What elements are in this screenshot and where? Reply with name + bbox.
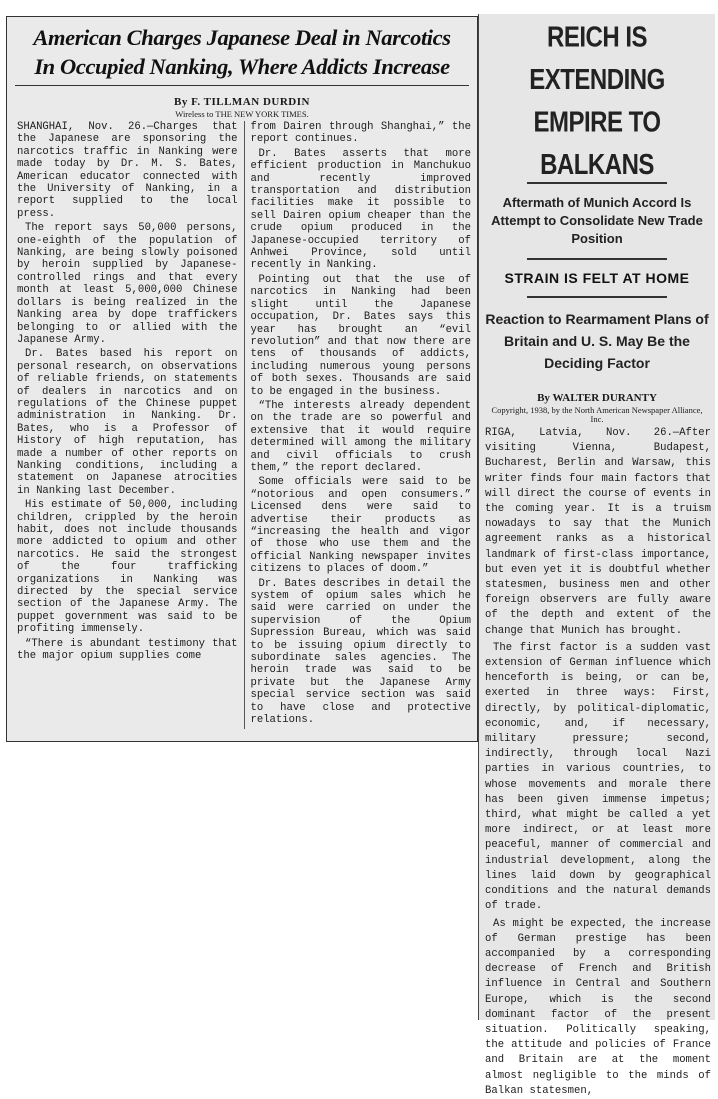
right-article-column — [479, 426, 715, 1099]
paragraph: “There is abundant testimony that the major opium supplies come — [17, 637, 238, 663]
paragraph: Dr. Bates describes in detail the system of opium sales which he said were carried on under the supervision of the Opium Supression Bureau, which was said to be issuing opium directly to subordinate sales agencies. The heroin trade was said to be private but the Japanese Army special service section was said to have close and protective relations. — [250, 577, 471, 727]
column-rule — [244, 121, 245, 729]
paragraph: Pointing out that the use of narcotics in Nanking had been slight until the Japanese occupation, Dr. Bates says this year has brought an “evil revolution” and that now there are tens of thousands of addicts, including numerous young persons of both sexes. Thousands are said to be engaged in the business. — [250, 273, 471, 398]
right-clipping — [478, 14, 715, 1097]
right-headline-line-2: EMPIRE TO BALKANS — [533, 106, 661, 182]
paragraph: SHANGHAI, Nov. 26.—Charges that the Japanese are sponsoring the narcotics traffic in Nanking were made today by Dr. M. S. Bates, American educator connected with the University of Nanking, in a report supplied to the local press. — [17, 121, 238, 220]
left-column-1 — [17, 121, 238, 729]
paragraph: Dr. Bates asserts that more efficient production in Manchukuo and recently improved transportation and distribution facilities make it possible to sell Dairen opium cheaper than the crude opium produced in the Japanese-occupied territory of Anhwei Province, sold until recently in Nanking. — [250, 147, 471, 272]
left-headline — [15, 23, 469, 81]
paragraph: RIGA, Latvia, Nov. 26.—After visiting Vienna, Budapest, Bucharest, Berlin and Warsaw, this writer finds four main factors that will direct the course of events in the coming year. It is a truism nowadays to say that the Munich agreement ranks as a historical landmark of first-class importance, but even yet it is doubtful whether statesmen, business men and other foreign observers are fully aware of the depth and extent of the change that Munich has brought. — [485, 427, 711, 637]
left-article-columns — [17, 121, 471, 729]
right-deck-3: Reaction to Rearmament Plans of Britain and U. S. May Be the Deciding Factor — [485, 311, 709, 371]
deck-divider — [527, 258, 667, 260]
left-headline-line-1: American Charges Japanese Deal in Narcotics — [33, 25, 451, 50]
paragraph: His estimate of 50,000, including children, crippled by the heroin habit, does not include thousands more addicted to opium and other narcotics. He said the strongest of the four trafficking organizations in Nanking was directed by the special service section of the Japanese Army. The puppet government was said to be profiting immensely. — [17, 499, 238, 636]
paragraph: As might be expected, the increase of German prestige has been accompanied by a corresponding decrease of French and British influence in Central and Southern Europe, which is the second dominant factor of the present situation. Politically speaking, the attitude and policies of France and Britain are at the moment almost negligible to the minds of Balkan statesmen, — [485, 917, 711, 1097]
right-headline — [483, 17, 711, 187]
paragraph: The report says 50,000 persons, one-eighth of the population of Nanking, are being slowly poisoned by heroin supplied by Japanese-controlled rings and that every month at least 5,000,000 Chinese dollars is being realized in the Nanking area by dope traffickers belonging to or allied with the Japanese Army. — [17, 222, 238, 346]
paragraph: from Dairen through Shanghai,” the report continues. — [250, 121, 471, 146]
left-clipping — [6, 16, 478, 742]
right-credit: Copyright, 1938, by the North American Newspaper Alliance, Inc. — [491, 405, 703, 424]
left-credit: Wireless to THE NEW YORK TIMES. — [175, 109, 309, 119]
headline-divider — [15, 85, 469, 86]
right-byline: By WALTER DURANTY — [537, 392, 657, 404]
deck-divider — [527, 296, 667, 298]
left-column-2 — [250, 121, 471, 729]
paragraph: The first factor is a sudden vast extension of German influence which henceforth is being, or can be, exerted in three ways: First, directly, by political-diplomatic, economic, and, if necessary, military pressure; second, indirectly, through local Nazi parties in various countries, to whose movements and morale there has been given immense impetus; third, what might be called a yet more indirect, or at least more peaceful, manner of commercial and industrial development, along the lines laid down by geographical conditions and the natural demands of trade. — [485, 641, 711, 913]
right-headline-line-1: REICH IS EXTENDING — [529, 21, 665, 97]
paragraph: “The interests already dependent on the trade are so powerful and extensive that it would require determined will among the military and civil officials to crush them,” the report declared. — [250, 399, 471, 474]
right-deck-2: STRAIN IS FELT AT HOME — [504, 270, 690, 286]
right-deck-1: Aftermath of Munich Accord Is Attempt to Consolidate New Trade Position — [491, 195, 703, 246]
left-headline-line-2: In Occupied Nanking, Where Addicts Increase — [34, 54, 450, 79]
paragraph: Dr. Bates based his report on personal research, on observations of reliable friends, on statements of dealers in narcotics and on regulations of the Chinese puppet administration in Nanking. Dr. Bates, who is a Professor of History of high reputation, has made a number of other reports on Nanking conditions, including a statement on Japanese atrocities in Nanking last December. — [17, 348, 238, 497]
paragraph: Some officials were said to be “notorious and open consumers.” Licensed dens were said to advertise their products as “increasing the health and vigor of those who use them and the official Nanking newspaper invites citizens to places of doom.” — [250, 476, 471, 576]
left-byline: By F. TILLMAN DURDIN — [174, 96, 310, 108]
